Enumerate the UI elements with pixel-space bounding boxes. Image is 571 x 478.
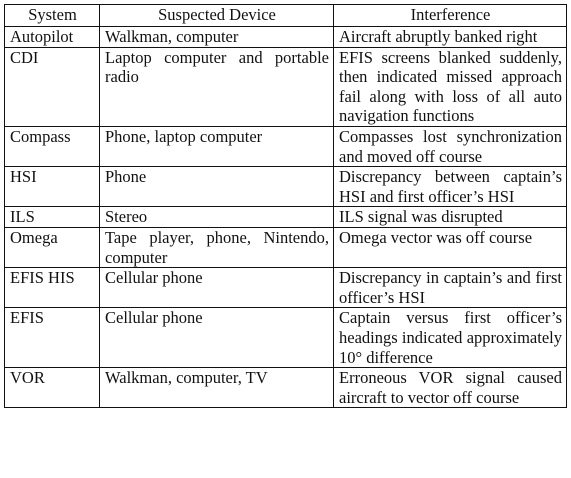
cell-suspected-device: Tape player, phone, Nintendo, computer — [100, 227, 334, 267]
cell-system: HSI — [5, 167, 100, 207]
cell-interference: Compasses lost synchronization and moved off course — [334, 126, 567, 166]
table-row — [5, 207, 567, 228]
cell-suspected-device: Cellular phone — [100, 308, 334, 368]
table-row — [5, 308, 567, 368]
cell-system: ILS — [5, 207, 100, 228]
cell-interference: Discrepancy between captain’s HSI and first officer’s HSI — [334, 167, 567, 207]
cell-interference: Discrepancy in captain’s and first officer’s HSI — [334, 268, 567, 308]
cell-interference: Omega vector was off course — [334, 227, 567, 267]
interference-table — [4, 4, 567, 408]
cell-system: VOR — [5, 368, 100, 408]
cell-system: CDI — [5, 47, 100, 126]
cell-suspected-device: Stereo — [100, 207, 334, 228]
table-row — [5, 27, 567, 48]
header-interference: Interference — [334, 5, 567, 27]
cell-suspected-device: Phone, laptop computer — [100, 126, 334, 166]
cell-system: EFIS — [5, 308, 100, 368]
cell-suspected-device: Laptop computer and portable radio — [100, 47, 334, 126]
cell-interference: Captain versus first officer’s headings indicated approximately 10° difference — [334, 308, 567, 368]
header-row — [5, 5, 567, 27]
table-row — [5, 47, 567, 126]
table-row — [5, 268, 567, 308]
cell-suspected-device: Walkman, computer — [100, 27, 334, 48]
cell-interference: Erroneous VOR signal caused aircraft to vector off course — [334, 368, 567, 408]
cell-system: Autopilot — [5, 27, 100, 48]
header-suspected-device: Suspected Device — [100, 5, 334, 27]
cell-interference: ILS signal was disrupted — [334, 207, 567, 228]
cell-interference: Aircraft abruptly banked right — [334, 27, 567, 48]
cell-suspected-device: Cellular phone — [100, 268, 334, 308]
header-system: System — [5, 5, 100, 27]
cell-system: Compass — [5, 126, 100, 166]
table-row — [5, 227, 567, 267]
table-row — [5, 126, 567, 166]
cell-suspected-device: Walkman, computer, TV — [100, 368, 334, 408]
table-body — [5, 27, 567, 408]
table-header — [5, 5, 567, 27]
cell-system: EFIS HIS — [5, 268, 100, 308]
cell-system: Omega — [5, 227, 100, 267]
table-row — [5, 167, 567, 207]
cell-suspected-device: Phone — [100, 167, 334, 207]
cell-interference: EFIS screens blanked suddenly, then indicated missed approach fail along with loss of all auto navigation functions — [334, 47, 567, 126]
table-row — [5, 368, 567, 408]
